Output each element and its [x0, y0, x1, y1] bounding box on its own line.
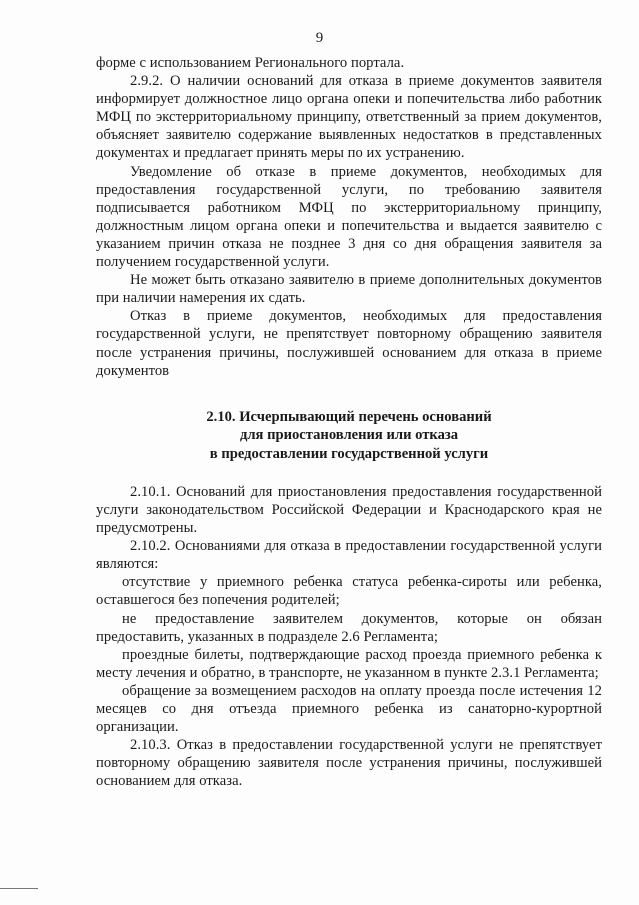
section-heading-line-3: в предоставлении государственной услуги — [209, 445, 489, 462]
paragraph-2-9-2: 2.9.2. О наличии оснований для отказа в приеме документов заявителя информирует должностное лицо органа опеки и попечительства либо работник МФЦ по экстерриториальному принципу, ответственный за прием документов, объясняет заявителю содержание выявленных недостатков в представленных документах и предлагает принять меры по их устранению. — [96, 73, 602, 162]
section-heading-line-1: 2.10. Исчерпывающий перечень оснований — [206, 408, 492, 425]
document-body — [96, 54, 602, 791]
list-item-late-request: обращение за возмещением расходов на оплату проезда после истечения 12 месяцев со дня отъезда приемного ребенка из санаторно-курортной организации. — [96, 682, 602, 736]
list-item-no-orphan-status: отсутствие у приемного ребенка статуса ребенка-сироты или ребенка, оставшегося без попечения родителей; — [96, 574, 602, 609]
list-item-missing-documents: не предоставление заявителем документов, которые он обязан предоставить, указанных в подразделе 2.6 Регламента; — [96, 610, 602, 645]
list-item-tickets-wrong-transport: проездные билеты, подтверждающие расход проезда приемного ребенка к месту лечения и обратно, в транспорте, не указанном в пункте 2.3.1 Регламента; — [96, 646, 602, 681]
paragraph-2-10-3: 2.10.3. Отказ в предоставлении государственной услуги не препятствует повторному обращению заявителя после устранения причины, послужившей основанием для отказа. — [96, 737, 602, 790]
paragraph-refusal-no-obstacle: Отказ в приеме документов, необходимых для предоставления государственной услуги, не препятствует повторному обращению заявителя после устранения причины, послужившей основанием для отказа в приеме документов — [96, 308, 602, 379]
paragraph-2-10-1: 2.10.1. Оснований для приостановления предоставления государственной услуги законодательством Российской Федерации и Краснодарского края не предусмотрены. — [96, 483, 602, 537]
paragraph-refusal-notice: Уведомление об отказе в приеме документов, необходимых для предоставления государственной услуги, по требованию заявителя подписывается работником МФЦ по экстерриториальному принципу, должностным лицом органа опеки и попечительства и выдается заявителю с указанием причин отказа не позднее 3 дня со дня обращения заявителя за получением государственной услуги. — [96, 163, 602, 271]
paragraph-2-10-2: 2.10.2. Основаниями для отказа в предоставлении государственной услуги являются: — [96, 538, 602, 573]
section-heading-line-2: для приостановления или отказа — [239, 427, 459, 444]
paragraph-continuation: форме с использованием Регионального портала. — [96, 55, 405, 71]
section-heading-2-10 — [96, 408, 602, 463]
paragraph-additional-documents: Не может быть отказано заявителю в приеме дополнительных документов при наличии намерения их сдать. — [96, 272, 602, 307]
scan-edge-mark — [0, 888, 38, 889]
page-number: 9 — [315, 30, 324, 46]
